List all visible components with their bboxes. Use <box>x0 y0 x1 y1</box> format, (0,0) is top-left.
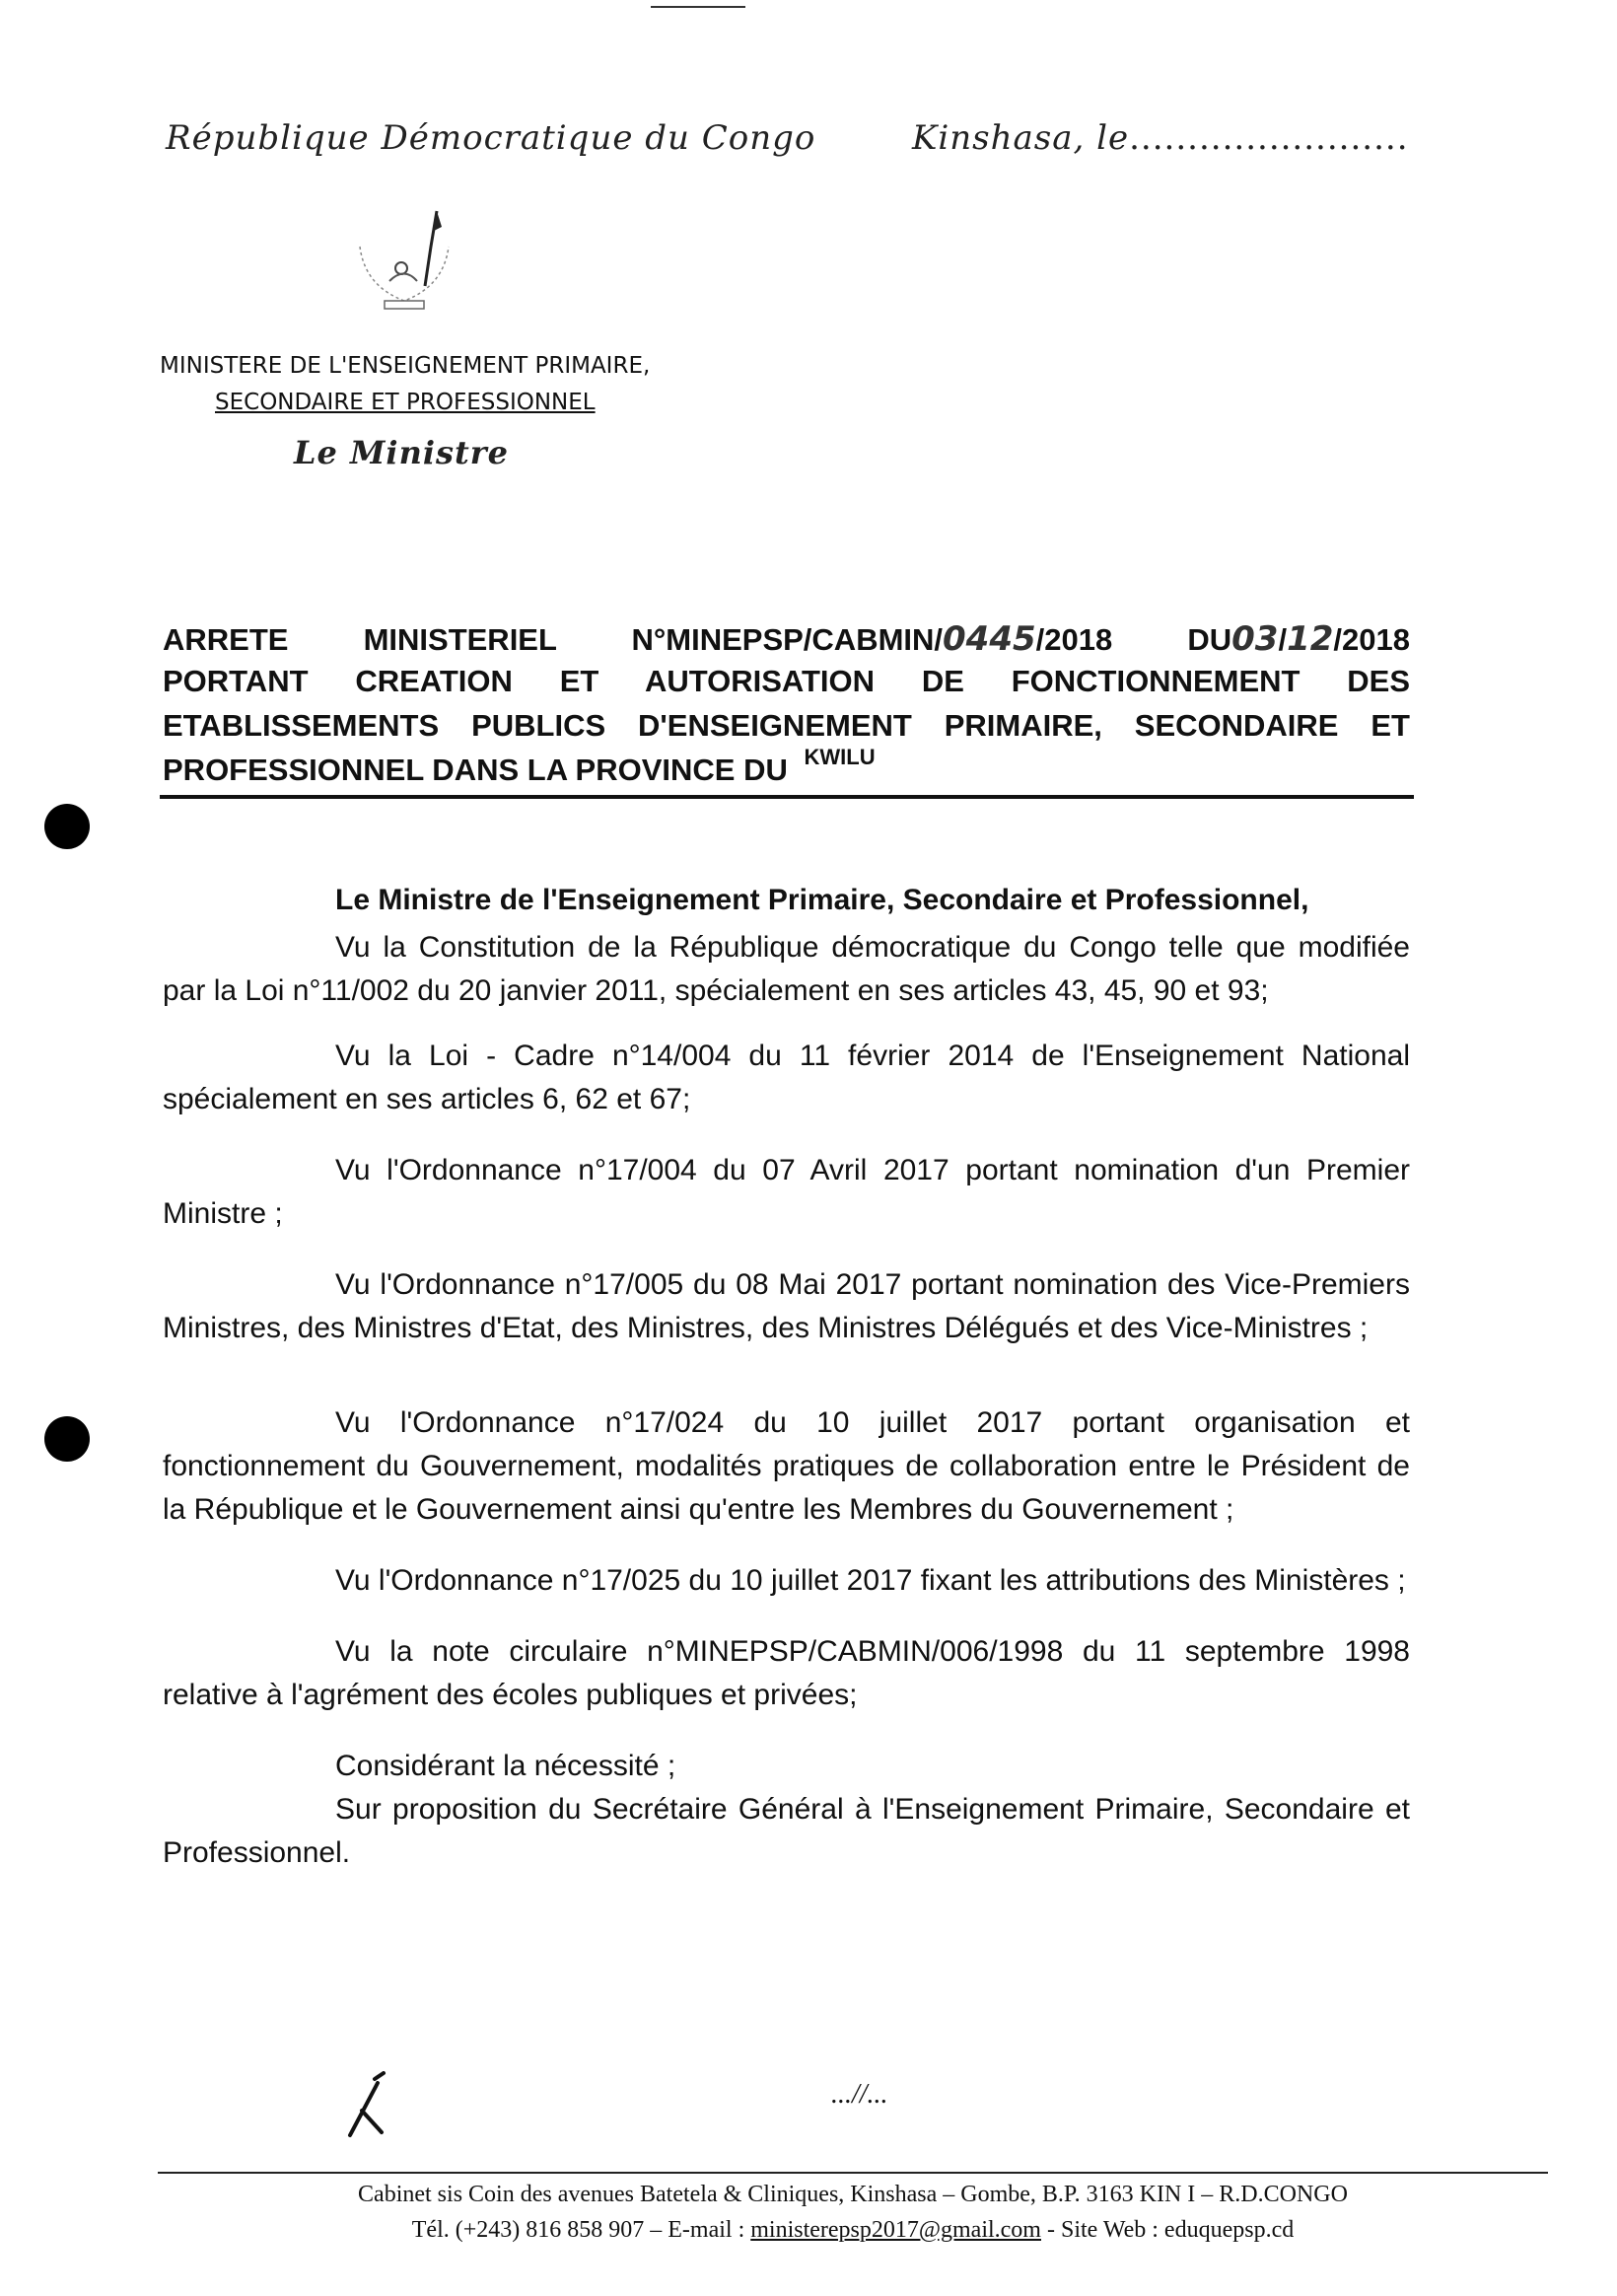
date-place <box>912 118 1409 158</box>
punch-hole-bottom <box>44 1416 90 1462</box>
date-placeholder: ........................ <box>1129 118 1409 158</box>
continuation-mark: ...//... <box>831 2079 888 2110</box>
scan-top-line <box>651 6 745 8</box>
decree-body <box>163 881 1410 1875</box>
le-ministre-label: Le Ministre <box>294 434 510 471</box>
decree-title-line-3: ETABLISSEMENTS PUBLICS D'ENSEIGNEMENT PRIMAIRE, SECONDAIRE ET <box>163 708 1410 743</box>
city-label: Kinshasa, le <box>912 118 1130 158</box>
vu-ordonnance-005: Vu l'Ordonnance n°17/005 du 08 Mai 2017 portant nomination des Vice-Premiers Ministres, des Ministres d'Etat, des Ministres, des Ministres Délégués et des Vice-Ministres ; <box>163 1268 1410 1344</box>
title-underline <box>160 795 1414 799</box>
vu-ordonnance-024: Vu l'Ordonnance n°17/024 du 10 juillet 2017 portant organisation et fonctionnement du Gouvernement, modalités pratiques de collaboration entre le Président de la République et le Gouvernement ainsi qu'entre les Membres du Gouvernement ; <box>163 1406 1410 1526</box>
decree-ref-prefix: ARRETE MINISTERIEL N°MINEPSP/CABMIN/ <box>163 622 944 657</box>
vu-note-circulaire: Vu la note circulaire n°MINEPSP/CABMIN/006/1998 du 11 septembre 1998 relative à l'agrément des écoles publiques et privées; <box>163 1635 1410 1711</box>
coat-of-arms-emblem <box>340 207 468 325</box>
footer-divider <box>158 2172 1548 2174</box>
punch-hole-top <box>44 804 90 849</box>
intro-paragraph: Le Ministre de l'Enseignement Primaire, Secondaire et Professionnel, <box>335 884 1309 916</box>
republic-heading: République Démocratique du Congo <box>166 118 816 158</box>
ministry-line-1: MINISTERE DE L'ENSEIGNEMENT PRIMAIRE, <box>160 353 651 379</box>
province-name: KWILU <box>804 745 876 769</box>
vu-ordonnance-004: Vu l'Ordonnance n°17/004 du 07 Avril 2017 portant nomination d'un Premier Ministre ; <box>163 1154 1410 1230</box>
decree-number-handwritten: 0445 <box>943 619 1036 659</box>
footer-phone: Tél. (+243) 816 858 907 – E-mail : <box>411 2217 751 2243</box>
decree-title-line-2: PORTANT CREATION ET AUTORISATION DE FONCTIONNEMENT DES <box>163 664 1410 698</box>
footer-email-link[interactable]: ministerepsp2017@gmail.com <box>750 2217 1041 2243</box>
handwritten-initial-mark <box>340 2071 399 2140</box>
considerant-line: Considérant la nécessité ; <box>335 1750 676 1782</box>
decree-ref-mid: /2018 DU <box>1035 622 1232 657</box>
vu-ordonnance-025: Vu l'Ordonnance n°17/025 du 10 juillet 2017 fixant les attributions des Ministères ; <box>335 1564 1406 1597</box>
decree-month-handwritten: 12 <box>1287 619 1334 659</box>
footer-address: Cabinet sis Coin des avenues Batetela & Cliniques, Kinshasa – Gombe, B.P. 3163 KIN I – R.D.CONGO <box>358 2182 1348 2207</box>
proposition-line: Sur proposition du Secrétaire Général à l'Enseignement Primaire, Secondaire et Professionnel. <box>163 1793 1410 1869</box>
decree-ref-suffix: /2018 <box>1333 622 1410 657</box>
decree-day-handwritten: 03 <box>1231 619 1279 659</box>
decree-title-line-4 <box>163 745 876 788</box>
vu-constitution: Vu la Constitution de la République démocratique du Congo telle que modifiée par la Loi n°11/002 du 20 janvier 2011, spécialement en ses articles 43, 45, 90 et 93; <box>163 931 1410 1007</box>
decree-title-line-1 <box>163 619 1410 659</box>
decree-title-province-text: PROFESSIONNEL DANS LA PROVINCE DU <box>163 753 788 787</box>
vu-loi-cadre: Vu la Loi - Cadre n°14/004 du 11 février 2014 de l'Enseignement National spécialement en ses articles 6, 62 et 67; <box>163 1040 1410 1115</box>
footer-contact <box>158 2217 1548 2244</box>
ministry-line-2: SECONDAIRE ET PROFESSIONNEL <box>215 390 596 415</box>
footer-website: - Site Web : eduquepsp.cd <box>1040 2217 1295 2243</box>
decree-date-separator: / <box>1278 622 1288 657</box>
